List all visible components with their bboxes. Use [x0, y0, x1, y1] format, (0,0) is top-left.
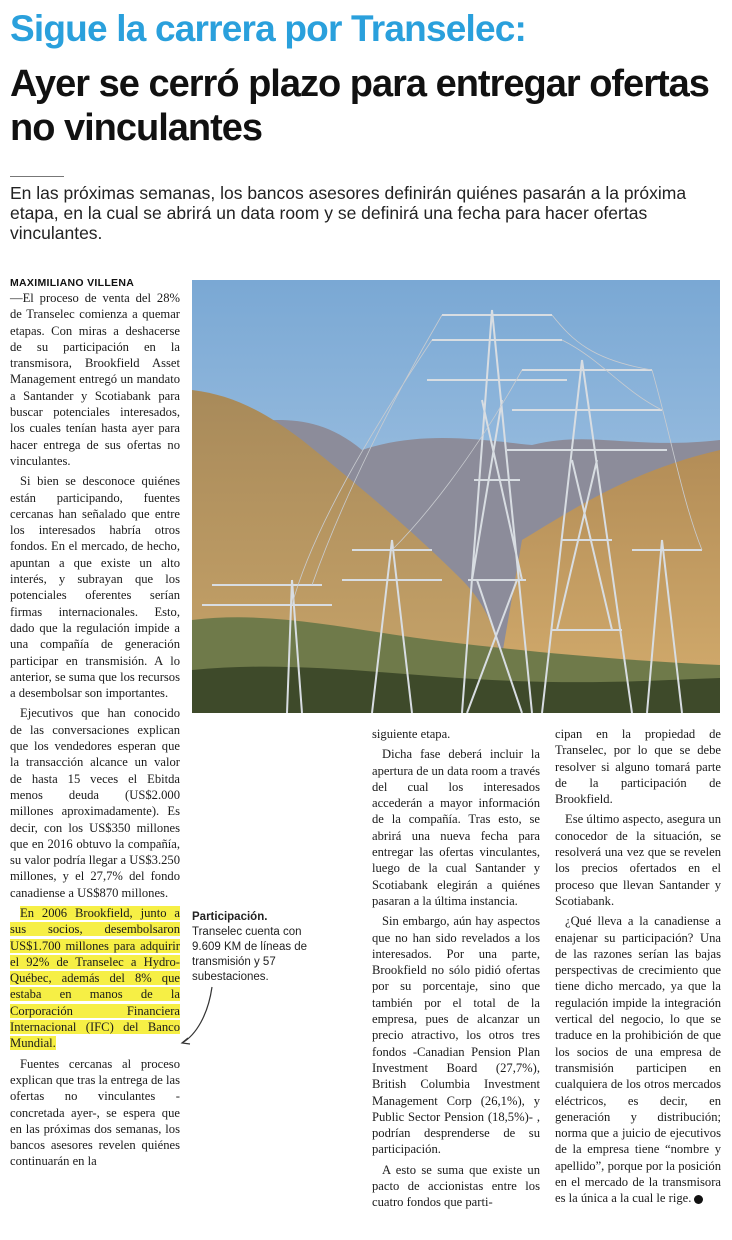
paragraph: Sin embargo, aún hay aspectos que no han sido revelados a los interesados. Por una parte, Brookfield no sólo pidió ofertas por su porcentaje, sino que también por el total de la empresa, pues de alcanzar un precio atractivo, los otros tres fondos -Canadian Pension Plan Investment Board (27,7%), British Columbia Investment Management Corp (26,1%), y Public Sector Pension (18,5%)- , podrían desprenderse de su participación. — [372, 914, 540, 1157]
text-column-2 — [372, 726, 540, 1215]
highlighted-paragraph — [10, 905, 180, 1052]
byline: MAXIMILIANO VILLENA — [10, 277, 135, 289]
paragraph — [555, 913, 721, 1206]
paragraph: siguiente etapa. — [372, 727, 451, 741]
paragraph: Si bien se desconoce quiénes están participando, fuentes cercanas han señalado que entre los interesados habría otros fondos. En el mercado, de hecho, apuntan a que existe un alto interés, y subrayan que los potenciales oferentes serían firmas internacionales. Esto, dado que la regulación impide a una compañía de generación participar en transmisión. A lo anterior, se suma que los recursos a desembolsar son importantes. — [10, 474, 180, 701]
paragraph: cipan en la propiedad de Transelec, por lo que se debe resolver si alguno tomará parte de la participación de Brookfield. — [555, 727, 721, 807]
article-deck: En las próximas semanas, los bancos asesores definirán quiénes pasarán a la próxima etapa, en la cual se abrirá un data room y se definirá una fecha para hacer ofertas vinculantes. — [10, 183, 687, 243]
transmission-towers-photo — [192, 280, 720, 713]
caption-text: Transelec cuenta con 9.609 KM de líneas de transmisión y 57 subestaciones. — [192, 926, 308, 983]
final-paragraph-text: ¿Qué lleva a la canadiense a enajenar su participación? Una de las razones serían las bajas perspectivas de crecimiento que tiene dicho mercado, ya que la regulación impide la integración vertical del negocio, lo que se traduce en la prohibición de que los socios de una empresa de transmisión participen en cualquiera de los otros mercados eléctricos, es decir, en generación y distribución; norma que a juicio de ejecutivos de la empresa tiene “nombre y apellido”, porque por la posición en el mercado de la transmisora es la única a la cual le rige. — [555, 914, 721, 1206]
article-headline: Ayer se cerró plazo para entregar ofertas no vinculantes — [10, 63, 709, 149]
caption-arrow-icon — [178, 985, 218, 1047]
paragraph: Ejecutivos que han conocido de las conversaciones explican que los vendedores esperan que la transacción alcance un valor de hasta 15 veces el Ebitda menos deuda (US$2.000 millones aproximadamente). Es decir, con los US$350 millones que en 2016 obtuvo la compañía, su valor podría llegar a US$3.250 millones, y el 27,7% del fondo canadiense a US$870 millones. — [10, 706, 180, 900]
paragraph: Ese último aspecto, asegura un conocedor de la situación, se resolverá una vez que se revelen los precios ofertados en el proceso que llevan Santander y Scotiabank. — [555, 812, 721, 908]
text-column-3 — [555, 726, 721, 1211]
divider — [10, 176, 64, 177]
article-kicker: Sigue la carrera por Transelec: — [10, 8, 527, 49]
photo-caption — [192, 910, 322, 985]
paragraph: —El proceso de venta del 28% de Transelec comienza a quemar etapas. Con miras a deshacerse de su participación en la transmisora, Brookfield Asset Management entregó un mandato a Santander y Scotiabank para buscar potenciales interesados, los cuales tenían hasta ayer para hacer entrega de sus ofertas no vinculantes. — [10, 291, 180, 468]
caption-title: Participación. — [192, 911, 268, 923]
text-column-1 — [10, 290, 180, 1174]
highlight-text: En 2006 Brookfield, junto a sus socios, desembolsaron US$1.700 millones para adquirir el 92% de Transelec a Hydro-Québec, además del 8% que estaba en manos de la Corporación Financiera Internacional (IFC) del Banco Mundial. — [10, 905, 180, 1051]
paragraph: Fuentes cercanas al proceso explican que tras la entrega de las ofertas no vinculantes -concretada ayer-, se espera que en las próximas dos semanas, los bancos asesores revelen quiénes continuarán en la — [10, 1056, 180, 1169]
end-of-article-icon — [694, 1195, 703, 1204]
paragraph: Dicha fase deberá incluir la apertura de un data room a través del cual los interesados accederán a mayor información de la compañía. Tras esto, se abrirá una nueva fecha para entregar las ofertas vinculantes, luego de la cual Santander y Scotiabank elegirán a quiénes pasaran a la última instancia. — [372, 747, 540, 908]
paragraph: A esto se suma que existe un pacto de accionistas entre los cuatro fondos que parti- — [372, 1162, 540, 1210]
